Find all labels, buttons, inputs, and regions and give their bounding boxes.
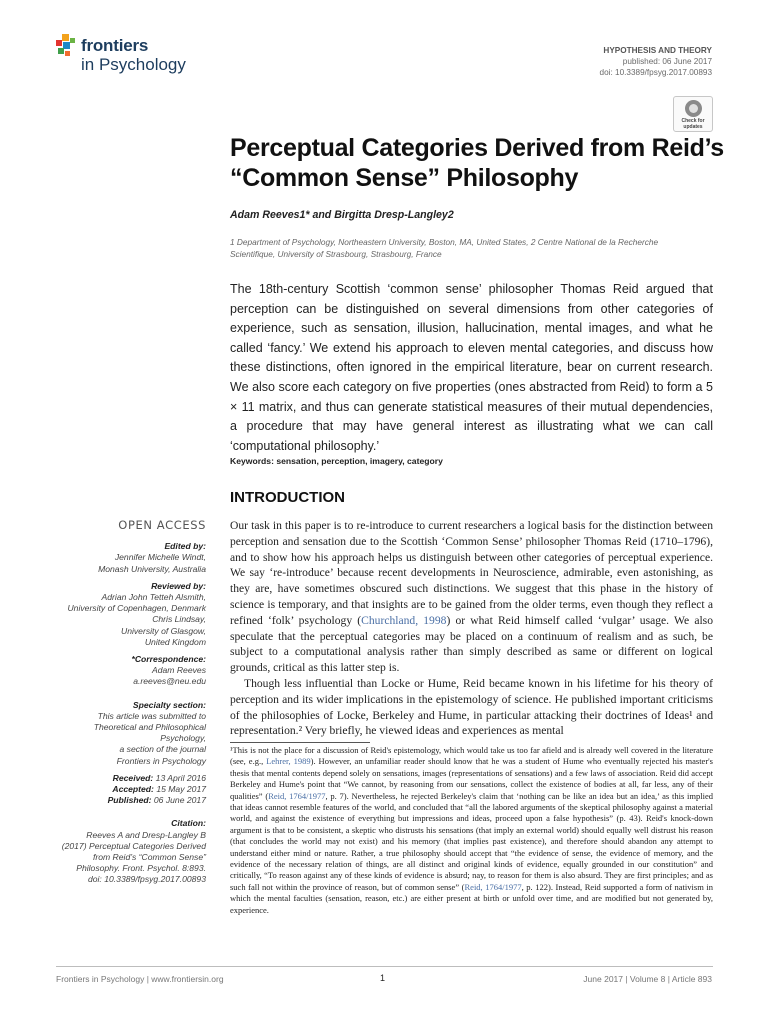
paragraph: Though less influential than Locke or Hume, Reid became known in his lifetime for his theory of perception and its wider implications in the epistemology of science. He published important criticisms of the philosophies of Locke, Berkeley and Hume, in particular attacking their doctrines of Ideas¹ and representation.² Very briefly, he viewed ideas and experiences as mental xyxy=(230,676,713,738)
citation-label: Citation: xyxy=(171,818,206,829)
article-title: Perceptual Categories Derived from Reid’s “Common Sense” Philosophy xyxy=(230,134,724,192)
open-access-label: OPEN ACCESS xyxy=(118,518,206,532)
paragraph-text: ) or what Reid himself called ‘vulgar’ usage. We also speculate that the perceptual categories may be placed on a continuum of realism and as such, be subject to a computational analysis rather than simply described as same or different on logical grounds, critical as this latter step is. xyxy=(230,613,713,675)
article-info-sidebar xyxy=(56,520,206,886)
footnote xyxy=(230,745,713,916)
body-text xyxy=(230,518,713,739)
specialty-section-label: Specialty section: xyxy=(132,699,206,710)
reviewer-name: Adrian John Tetteh Alsmith, xyxy=(101,592,206,603)
received-value: 13 April 2016 xyxy=(155,772,206,783)
paragraph-text: Our task in this paper is to re-introduce to current researchers a logical basis for the distinction between perception and sensation due to the Scottish ‘Common Sense’ philosopher Thomas Reid (1710–1796), and to show how his approach helps us distinguish between other categories of perceptual experience. We say ‘re-introduce’ because recent developments in Neuroscience, admirable, even astonishing, as they are, have sometimes obscured such distinctions. We suggest that this phase in the history of science is temporary, and that insights are to be gained from the older terms, even though they reflect a refined ‘folk’ psychology ( xyxy=(230,519,713,627)
citation-link[interactable]: Reid, 1764/1977 xyxy=(464,881,522,892)
accepted-date xyxy=(56,784,206,795)
citation-line: from Reid’s “Common Sense” xyxy=(92,852,206,863)
affiliations: 1 Department of Psychology, Northeastern University, Boston, MA, United States, 2 Centre National de la Recherche Scientifique, University of Strasbourg, Strasbourg, France xyxy=(230,237,659,259)
reviewer-affiliation: United Kingdom xyxy=(144,636,206,647)
correspondence-email-link[interactable]: a.reeves@neu.edu xyxy=(133,676,206,687)
edited-by-label: Edited by: xyxy=(164,541,206,552)
footer-divider xyxy=(56,966,713,967)
specialty-line: a section of the journal xyxy=(119,744,206,755)
footnote-text: ¹This is not the place for a discussion of Reid's epistemology, which would take us too far afield and is already well covered in the literature (see, e.g., xyxy=(230,745,713,767)
doi: doi: 10.3389/fpsyg.2017.00893 xyxy=(599,68,712,77)
citation-link[interactable]: Lehrer, 1989 xyxy=(266,756,311,767)
correspondence-label: *Correspondence: xyxy=(131,654,206,665)
frontiers-logo-icon xyxy=(56,34,78,60)
check-for-updates-button[interactable] xyxy=(673,96,713,132)
published-date-sidebar xyxy=(56,795,206,806)
footnote-text: , p. 7). Nevertheless, he rejected Berkeley's claim that ‘nothing can be like an idea but an idea,’ as this implied that ideas cannot resemble features of the world, and concluded that “all the labored arguments of the skeptical philosophy against a material world, and against the existence of everything but impressions and ideas, proceed upon a false hypothesis” (p. 43). Reid's knock-down argument is that to be consistent, a skeptic who distrusts his sensations (that imply an external world) should equally well distrust his reason (that concludes the world may not exist) and his memory (that implies past existence), and therefore should abandon any attempt to understand either mind or nature. Rather, a true philosophy should accept that “the evidence of sense, the evidence of memory, and the evidence of the necessary relation of things, are all distinct and original kinds of evidence, equally grounded in our constitution” and critically, “To reason against any of these kinds of evidence is absurd; nay, to reason for them is also absurd. They are first principles; and as such fall not within the province of reason, but of common sense” ( xyxy=(230,790,714,892)
footer-issue-info: June 2017 | Volume 8 | Article 893 xyxy=(583,974,712,984)
keywords-label: Keywords: xyxy=(230,456,274,466)
reviewer-name: Chris Lindsay, xyxy=(152,614,206,625)
article-type: HYPOTHESIS AND THEORY xyxy=(603,46,712,55)
author-list: Adam Reeves1* and Birgitta Dresp-Langley2 xyxy=(230,209,454,221)
specialty-line: Theoretical and Philosophical xyxy=(93,722,206,733)
keywords xyxy=(230,456,443,466)
editor-name: Jennifer Michelle Windt, xyxy=(114,552,206,563)
editor-affiliation: Monash University, Australia xyxy=(98,563,206,574)
specialty-line: This article was submitted to xyxy=(97,710,206,721)
check-updates-icon xyxy=(685,100,702,117)
specialty-line: Frontiers in Psychology xyxy=(116,755,206,766)
section-heading-introduction: INTRODUCTION xyxy=(230,489,345,506)
received-label: Received: xyxy=(112,772,154,783)
published-label: Published: xyxy=(107,795,152,806)
citation-line: (2017) Perceptual Categories Derived xyxy=(61,840,206,851)
footer-journal-link[interactable]: Frontiers in Psychology | www.frontiersin.org xyxy=(56,974,224,984)
footnote-text: , p. 122). Instead, Reid supported a form of nativism in which the mental faculties (sensation, reason, etc.) are either present at birth or unfold over time, and are modified but not generated by, experience. xyxy=(230,881,713,915)
published-value: 06 June 2017 xyxy=(153,795,206,806)
citation-line: Philosophy. Front. Psychol. 8:893. xyxy=(76,863,206,874)
footnote-divider xyxy=(230,742,370,743)
article-meta xyxy=(600,45,712,78)
logo-text-frontiers: frontiers xyxy=(81,36,149,55)
published-date: published: 06 June 2017 xyxy=(622,57,712,66)
abstract: The 18th-century Scottish ‘common sense’ philosopher Thomas Reid argued that perception can be distinguished on several dimensions from other categories of experience, such as sensation, illusion, hallucination, mental images, and what he called ‘fancy.’ We extend his approach to eleven mental categories, and discuss how these distinctions, often ignored in the empirical literature, bear on current research. We also score each category on five properties (ones abstracted from Reid) to form a 5 × 11 matrix, and thus can generate statistical measures of their mutual dependencies, a procedure that may have general interest as illustrating what we can call ‘computational philosophy.’ xyxy=(230,282,713,453)
correspondence-name: Adam Reeves xyxy=(152,665,206,676)
page-number: 1 xyxy=(380,973,386,983)
keywords-values: sensation, perception, imagery, category xyxy=(276,456,443,466)
citation-line: Reeves A and Dresp-Langley B xyxy=(86,829,206,840)
citation-link[interactable]: Churchland, 1998 xyxy=(361,613,447,627)
reviewed-by-label: Reviewed by: xyxy=(151,580,206,591)
accepted-label: Accepted: xyxy=(112,784,154,795)
check-updates-label: Check for updates xyxy=(681,118,705,130)
specialty-line: Psychology, xyxy=(160,733,206,744)
footnote-text: ). However, an unfamiliar reader should know that he was a student of Hume who eventually rejected his master's thesis that mental contents depend solely on sensations, images (representations of sensations) and a few laws of association. Reid did accept Berkeley and Hume's point that “We cannot, by reasoning from our sensations, collect the existence of bodies at all, far less, any of their qualities” ( xyxy=(230,756,713,801)
journal-logo[interactable] xyxy=(56,32,206,80)
reviewer-affiliation: University of Copenhagen, Denmark xyxy=(67,603,206,614)
citation-line: doi: 10.3389/fpsyg.2017.00893 xyxy=(87,874,206,885)
reviewer-affiliation: University of Glasgow, xyxy=(120,625,206,636)
accepted-value: 15 May 2017 xyxy=(156,784,206,795)
citation-link[interactable]: Reid, 1764/1977 xyxy=(268,790,326,801)
received-date xyxy=(56,773,206,784)
paragraph xyxy=(230,518,713,676)
logo-text-journal: in Psychology xyxy=(81,55,186,74)
